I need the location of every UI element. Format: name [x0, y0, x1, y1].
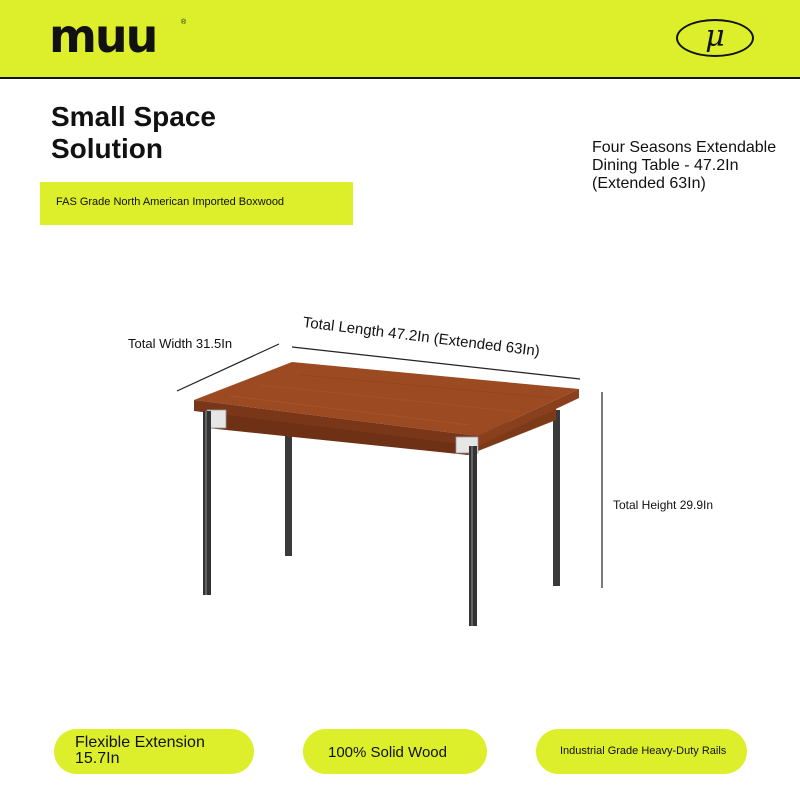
feature-bar-text: FAS Grade North American Imported Boxwood	[56, 196, 285, 208]
feature-pill-extension-line-2: 15.7In	[75, 750, 120, 767]
width-label: Total Width 31.5In	[128, 336, 233, 351]
registered-mark: ®	[181, 19, 187, 26]
feature-pill-extension-text	[75, 735, 245, 767]
mu-logo-icon: μ	[676, 19, 754, 57]
headline-line-1: Small Space	[51, 101, 216, 132]
product-title-line-2: Dining Table - 47.2In	[592, 157, 739, 174]
feature-pill-solid-wood-text: 100% Solid Wood	[328, 744, 447, 761]
feature-pill-rails-text: Industrial Grade Heavy-Duty Rails	[560, 745, 727, 757]
feature-pill-extension-line-1: Flexible Extension	[75, 734, 205, 751]
feature-pill-solid-wood	[303, 729, 487, 774]
table-leg-back-left	[285, 430, 292, 556]
length-label: Total Length 47.2In (Extended 63In)	[301, 314, 541, 360]
product-title-line-1: Four Seasons Extendable	[592, 139, 777, 156]
product-title-line-3: (Extended 63In)	[592, 175, 706, 192]
height-label: Total Height 29.9In	[613, 498, 714, 512]
brand-logo[interactable]: muu	[49, 9, 157, 63]
headline-line-2: Solution	[51, 133, 163, 164]
feature-pill-rails	[536, 729, 747, 774]
table-leg-back-right	[553, 410, 560, 586]
feature-pill-extension	[54, 729, 254, 774]
